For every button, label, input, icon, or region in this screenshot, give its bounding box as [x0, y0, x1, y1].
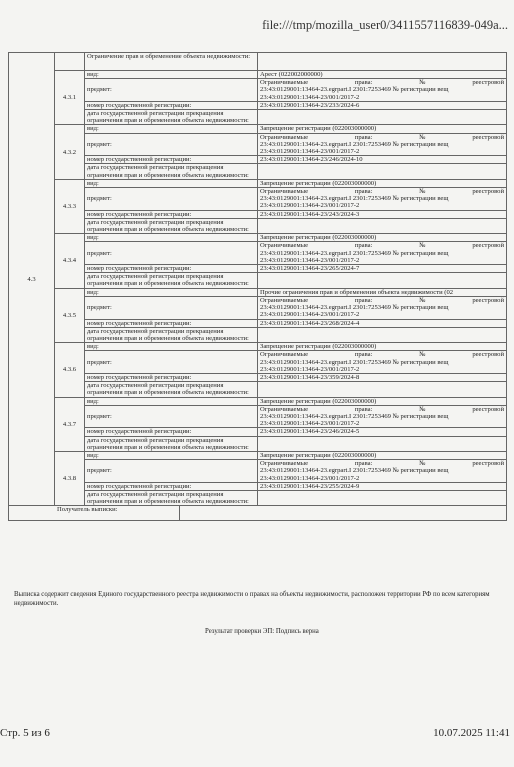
section-title-row [9, 53, 507, 71]
subject-value-cell [258, 351, 507, 374]
document-sheet [8, 52, 506, 521]
type-value: Прочие ограничения прав и обременения объекта недвижимости (02 [260, 288, 454, 296]
item-type-row [9, 397, 507, 405]
subject-word: Ограничиваемые [260, 405, 309, 413]
subject-word: реестровой [472, 405, 505, 413]
subject-label: предмет: [87, 467, 112, 475]
type-value-cell [258, 234, 507, 242]
subject-word: № [419, 351, 426, 359]
reg-value-cell [258, 482, 507, 490]
print-datetime: 10.07.2025 11:41 [433, 727, 510, 739]
subject-text: 23:43:0129001:13464-23.egrpart.I 2301:7253469 № регистрации вещ 23:43:0129001:13464-23/001/2017-2 [260, 358, 449, 373]
reg-label: номер государственной регистрации: [87, 101, 192, 109]
subject-word: реестровой [472, 296, 505, 304]
subject-label-cell [85, 79, 258, 102]
subject-word: реестровой [472, 188, 505, 196]
item-number: 4.3.2 [62, 148, 77, 156]
reg-value-cell [258, 101, 507, 109]
subject-label-cell [85, 351, 258, 374]
reg-label: номер государственной регистрации: [87, 373, 192, 381]
subject-text: 23:43:0129001:13464-23.egrpart.I 2301:7253469 № регистрации вещ 23:43:0129001:13464-23/001/2017-2 [260, 412, 449, 428]
termination-label: дата государственной регистрации прекращения ограничения прав и обременения объекта недвижимости: [87, 218, 249, 234]
subject-value-cell [258, 296, 507, 319]
reg-label: номер государственной регистрации: [87, 482, 192, 490]
type-label: вид: [87, 125, 99, 133]
item-number-cell [55, 397, 85, 451]
item-number: 4.3.4 [62, 257, 77, 265]
subject-head [260, 188, 504, 195]
subject-text: 23:43:0129001:13464-23.egrpart.I 2301:7253469 № регистрации вещ 23:43:0129001:13464-23/001/2017-2 [260, 86, 449, 101]
item-number-cell [55, 71, 85, 125]
type-value: Запрещение регистрации (022003000000) [260, 125, 377, 133]
subject-head [260, 134, 504, 141]
termination-label-cell [85, 110, 258, 125]
subject-word: права: [354, 405, 373, 413]
item-number-cell [55, 288, 85, 342]
subject-label-cell [85, 242, 258, 265]
termination-label: дата государственной регистрации прекращения ограничения прав и обременения объекта недвижимости: [87, 273, 249, 288]
subject-label-cell [85, 296, 258, 319]
type-value: Запрещение регистрации (022003000000) [260, 451, 377, 459]
type-label: вид: [87, 288, 99, 296]
subject-head [260, 406, 504, 413]
section-title: Ограничение прав и обременение объекта недвижимости: [87, 53, 251, 60]
extract-note: Выписка содержит сведения Единого государственного реестра недвижимости о правах на объекты недвижимости, расположен территории РФ по всем категориям недвижимости. [14, 591, 490, 607]
subject-word: права: [354, 296, 373, 304]
subject-head [260, 351, 504, 358]
termination-label-cell [85, 164, 258, 179]
reg-value: 23:43:0129001:13464-23/233/2024-6 [260, 101, 360, 109]
type-label: вид: [87, 179, 99, 187]
subject-word: № [419, 79, 426, 87]
type-value-cell [258, 125, 507, 133]
type-value: Запрещение регистрации (022003000000) [260, 343, 377, 351]
file-path: file:///tmp/mozilla_user0/3411557116839-049a... [262, 18, 508, 32]
reg-value-cell [258, 428, 507, 436]
item-number-cell [55, 179, 85, 233]
type-value-cell [258, 288, 507, 296]
recipient-value-cell [180, 506, 507, 521]
type-label-cell [85, 343, 258, 351]
subject-label: предмет: [87, 412, 112, 420]
type-label: вид: [87, 397, 99, 405]
termination-value-cell [258, 164, 507, 179]
subject-label: предмет: [87, 195, 112, 203]
section-number-cell [9, 53, 55, 506]
subject-label: предмет: [87, 249, 112, 257]
blank-cell [55, 53, 85, 71]
termination-value-cell [258, 327, 507, 342]
termination-label-cell [85, 436, 258, 451]
subject-value-cell [258, 460, 507, 483]
reg-label-cell [85, 101, 258, 109]
reg-label-cell [85, 156, 258, 164]
subject-head [260, 79, 504, 86]
reg-value-cell [258, 210, 507, 218]
termination-label: дата государственной регистрации прекращения ограничения прав и обременения объекта недвижимости: [87, 164, 249, 179]
type-value: Арест (022002000000) [260, 71, 323, 78]
subject-word: Ограничиваемые [260, 79, 309, 87]
termination-label-cell [85, 382, 258, 397]
subject-label-cell [85, 460, 258, 483]
reg-value: 23:43:0129001:13464-23/243/2024-3 [260, 210, 360, 218]
subject-word: № [419, 133, 426, 141]
type-label-cell [85, 125, 258, 133]
item-type-row [9, 343, 507, 351]
subject-word: права: [354, 242, 373, 250]
reg-value: 23:43:0129001:13464-23/265/2024-7 [260, 265, 360, 273]
reg-label: номер государственной регистрации: [87, 428, 192, 436]
subject-label: предмет: [87, 86, 112, 94]
type-label: вид: [87, 343, 99, 351]
termination-label-cell [85, 273, 258, 288]
type-value-cell [258, 343, 507, 351]
type-value: Запрещение регистрации (022003000000) [260, 397, 377, 405]
subject-word: Ограничиваемые [260, 460, 309, 468]
type-label-cell [85, 234, 258, 242]
termination-label: дата государственной регистрации прекращения ограничения прав и обременения объекта недвижимости: [87, 327, 249, 342]
reg-label-cell [85, 210, 258, 218]
subject-word: реестровой [472, 242, 505, 250]
recipient-label-cell [9, 506, 180, 521]
subject-head [260, 297, 504, 304]
reg-label-cell [85, 373, 258, 381]
type-label-cell [85, 179, 258, 187]
subject-word: реестровой [472, 460, 505, 468]
reg-label: номер государственной регистрации: [87, 156, 192, 164]
subject-word: права: [354, 351, 373, 359]
subject-word: реестровой [472, 133, 505, 141]
type-label: вид: [87, 234, 99, 242]
item-number-cell [55, 451, 85, 505]
subject-value-cell [258, 405, 507, 428]
termination-value-cell [258, 436, 507, 451]
termination-value-cell [258, 382, 507, 397]
subject-word: № [419, 460, 426, 468]
termination-value-cell [258, 218, 507, 233]
type-value: Запрещение регистрации (022003000000) [260, 234, 377, 242]
termination-label-cell [85, 218, 258, 233]
reg-value-cell [258, 156, 507, 164]
subject-word: права: [354, 79, 373, 87]
item-number: 4.3.1 [62, 94, 77, 102]
item-number: 4.3.7 [62, 420, 77, 428]
subject-value-cell [258, 133, 507, 156]
subject-word: права: [354, 460, 373, 468]
reg-label-cell [85, 482, 258, 490]
termination-value-cell [258, 490, 507, 505]
subject-word: Ограничиваемые [260, 296, 309, 304]
type-label-cell [85, 288, 258, 296]
termination-label: дата государственной регистрации прекращения ограничения прав и обременения объекта недвижимости: [87, 110, 249, 125]
subject-label: предмет: [87, 358, 112, 366]
type-label-cell [85, 397, 258, 405]
subject-label-cell [85, 188, 258, 211]
reg-value: 23:43:0129001:13464-23/255/2024-9 [260, 482, 360, 490]
subject-word: реестровой [472, 79, 505, 87]
subject-text: 23:43:0129001:13464-23.egrpart.I 2301:7253469 № регистрации вещ 23:43:0129001:13464-23/001/2017-2 [260, 304, 449, 319]
recipient-label: Получатель выписки: [57, 506, 118, 514]
termination-label-cell [85, 490, 258, 505]
subject-label-cell [85, 405, 258, 428]
termination-value-cell [258, 273, 507, 288]
item-number-cell [55, 234, 85, 288]
subject-word: Ограничиваемые [260, 188, 309, 196]
reg-value: 23:43:0129001:13464-23/246/2024-5 [260, 428, 360, 436]
subject-text: 23:43:0129001:13464-23.egrpart.I 2301:7253469 № регистрации вещ 23:43:0129001:13464-23/001/2017-2 [260, 140, 449, 156]
reg-value-cell [258, 319, 507, 327]
reg-value: 23:43:0129001:13464-23/246/2024-10 [260, 156, 363, 164]
item-type-row [9, 234, 507, 242]
termination-label-cell [85, 327, 258, 342]
subject-word: Ограничиваемые [260, 133, 309, 141]
type-label-cell [85, 451, 258, 459]
subject-text: 23:43:0129001:13464-23.egrpart.I 2301:7253469 № регистрации вещ 23:43:0129001:13464-23/001/2017-2 [260, 195, 449, 210]
subject-word: права: [354, 133, 373, 141]
item-number: 4.3.5 [62, 311, 77, 319]
subject-value-cell [258, 242, 507, 265]
item-number: 4.3.6 [62, 366, 77, 374]
type-label-cell [85, 71, 258, 79]
encumbrance-table [8, 52, 507, 521]
termination-label: дата государственной регистрации прекращения ограничения прав и обременения объекта недвижимости: [87, 490, 249, 506]
item-type-row [9, 71, 507, 79]
page-number: Стр. 5 из 6 [0, 727, 50, 739]
termination-label: дата государственной регистрации прекращения ограничения прав и обременения объекта недвижимости: [87, 436, 249, 451]
subject-value-cell [258, 79, 507, 102]
item-type-row [9, 179, 507, 187]
subject-head [260, 242, 504, 249]
subject-label-cell [85, 133, 258, 156]
reg-label-cell [85, 265, 258, 273]
item-number-cell [55, 125, 85, 179]
subject-word: Ограничиваемые [260, 351, 309, 359]
subject-head [260, 460, 504, 467]
blank-cell [258, 53, 507, 71]
subject-word: Ограничиваемые [260, 242, 309, 250]
subject-word: реестровой [472, 351, 505, 359]
reg-value-cell [258, 373, 507, 381]
type-label: вид: [87, 451, 99, 459]
subject-word: № [419, 405, 426, 413]
subject-word: № [419, 242, 426, 250]
reg-label: номер государственной регистрации: [87, 265, 192, 273]
reg-label: номер государственной регистрации: [87, 210, 192, 218]
reg-label-cell [85, 319, 258, 327]
reg-value: 23:43:0129001:13464-23/268/2024-4 [260, 319, 360, 327]
reg-label: номер государственной регистрации: [87, 319, 192, 327]
reg-label-cell [85, 428, 258, 436]
type-value-cell [258, 397, 507, 405]
subject-text: 23:43:0129001:13464-23.egrpart.I 2301:7253469 № регистрации вещ 23:43:0129001:13464-23/001/2017-2 [260, 249, 449, 264]
type-value-cell [258, 71, 507, 79]
subject-label: предмет: [87, 140, 112, 148]
type-value: Запрещение регистрации (022003000000) [260, 179, 377, 187]
item-type-row [9, 451, 507, 459]
item-number-cell [55, 343, 85, 397]
signature-verification: Результат проверки ЭП: Подпись верна [205, 628, 319, 635]
item-type-row [9, 288, 507, 296]
type-value-cell [258, 179, 507, 187]
subject-word: № [419, 188, 426, 196]
termination-value-cell [258, 110, 507, 125]
termination-label: дата государственной регистрации прекращения ограничения прав и обременения объекта недвижимости: [87, 382, 249, 397]
subject-label: предмет: [87, 304, 112, 312]
recipient-row [9, 506, 507, 521]
subject-value-cell [258, 188, 507, 211]
item-number: 4.3.8 [62, 475, 77, 483]
subject-word: права: [354, 188, 373, 196]
type-value-cell [258, 451, 507, 459]
item-number: 4.3.3 [62, 202, 77, 210]
section-title-cell [85, 53, 258, 71]
reg-value-cell [258, 265, 507, 273]
item-type-row [9, 125, 507, 133]
subject-word: № [419, 296, 426, 304]
reg-value: 23:43:0129001:13464-23/359/2024-8 [260, 373, 360, 381]
section-number: 4.3 [27, 275, 36, 283]
subject-text: 23:43:0129001:13464-23.egrpart.I 2301:7253469 № регистрации вещ 23:43:0129001:13464-23/001/2017-2 [260, 467, 449, 482]
type-label: вид: [87, 71, 99, 78]
